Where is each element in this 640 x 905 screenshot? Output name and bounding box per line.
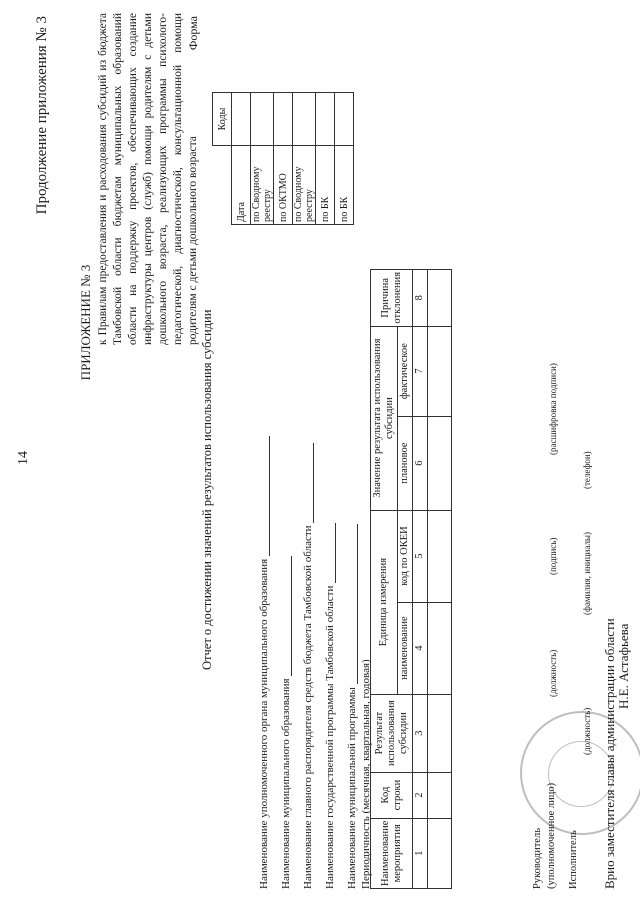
signature-sign: (подпись) xyxy=(548,537,558,575)
column-number: 1 xyxy=(413,818,428,888)
field-label: Наименование уполномоченного органа муниципального образования xyxy=(258,558,270,889)
header-unit-name: наименование xyxy=(398,602,413,694)
codes-header: Коды xyxy=(213,93,232,146)
field-label: Наименование государственной программы Тамбовской области xyxy=(324,585,336,889)
header-event: Наименование мероприятия xyxy=(371,818,413,888)
header-actual: фактическое xyxy=(398,326,413,416)
header-unit-okei: код по ОКЕИ xyxy=(398,510,413,602)
field-municipal-program xyxy=(346,524,358,889)
codes-value-cell xyxy=(274,93,293,146)
column-number: 7 xyxy=(413,326,428,416)
field-label: Наименование муниципальной программы xyxy=(346,687,358,889)
report-title: Отчет о достижении значений результатов использования субсидии xyxy=(200,309,214,670)
column-number: 4 xyxy=(413,602,428,694)
table-cell xyxy=(428,416,452,510)
appendix-title: ПРИЛОЖЕНИЕ № 3 xyxy=(78,264,93,381)
codes-value-cell xyxy=(316,93,335,146)
field-municipality xyxy=(280,556,292,889)
header-unit: Единица измерения xyxy=(371,510,398,694)
signature-head-2: (уполномоченное лицо) xyxy=(546,782,557,889)
field-underline xyxy=(357,524,358,684)
codes-value-cell xyxy=(232,93,251,146)
executor-fio: (фамилия, инициалы) xyxy=(582,532,592,615)
signature-executor: Исполнитель xyxy=(568,830,579,889)
footer-signatory-title: Врио заместителя главы администрации области xyxy=(602,618,617,889)
codes-row-label: по БК xyxy=(335,146,354,225)
table-cell xyxy=(428,694,452,772)
form-label: Форма xyxy=(186,16,200,51)
codes-row-label: по ОКТМО xyxy=(274,146,293,225)
codes-row-label: по БК xyxy=(316,146,335,225)
field-periodicity: Периодичность (месячная, квартальная, годовая) xyxy=(360,659,372,889)
field-label: Наименование муниципального образования xyxy=(280,678,292,889)
table-cell xyxy=(428,772,452,818)
header-reason: Причина отклонения xyxy=(371,269,413,326)
table-cell xyxy=(428,326,452,416)
table-cell xyxy=(428,510,452,602)
executor-position: (должность) xyxy=(582,707,592,755)
appendix-intro: к Правилам предоставления и расходования субсидий из бюджета Тамбовской области бюджетам муниципальных образований области на поддержку проектов, обеспечивающих создание инфраструктуры центров (служб) помощи родителям с детьми дошкольного возраста, реализующих программы психолого-педагогической, диагностической, консультационной помощи родителям с детьми дошкольного возраста xyxy=(97,13,199,345)
codes-row-label: по Сводному реестру xyxy=(251,146,274,225)
results-table xyxy=(370,269,452,889)
field-label: Наименование главного распорядителя средств бюджета Тамбовской области xyxy=(302,525,314,889)
continuation-header: Продолжение приложения № 3 xyxy=(34,16,50,215)
field-underline xyxy=(335,523,336,583)
column-number: 6 xyxy=(413,416,428,510)
codes-table xyxy=(212,92,354,225)
executor-phone: (телефон) xyxy=(582,451,592,489)
field-authorized-body xyxy=(258,436,270,889)
column-number: 3 xyxy=(413,694,428,772)
codes-value-cell xyxy=(293,93,316,146)
header-row-code: Код строки xyxy=(371,772,413,818)
field-state-program xyxy=(324,523,336,889)
header-planned: плановое xyxy=(398,416,413,510)
field-underline xyxy=(269,436,270,556)
signature-decoding: (расшифровка подписи) xyxy=(548,363,558,455)
field-underline xyxy=(291,556,292,676)
field-chief-administrator xyxy=(302,443,314,889)
official-seal xyxy=(520,711,640,835)
codes-row-label: по Сводному реестру xyxy=(293,146,316,225)
page-number: 14 xyxy=(16,451,31,465)
column-number: 8 xyxy=(413,269,428,326)
codes-row-label: Дата xyxy=(232,146,251,225)
column-number: 2 xyxy=(413,772,428,818)
footer-signatory-name: Н.Е. Астафьева xyxy=(616,623,631,709)
codes-value-cell xyxy=(335,93,354,146)
field-underline xyxy=(313,443,314,523)
column-number: 5 xyxy=(413,510,428,602)
header-value: Значение результата использования субсидии xyxy=(371,326,398,510)
signature-position: (должность) xyxy=(548,649,558,697)
table-cell xyxy=(428,269,452,326)
table-cell xyxy=(428,818,452,888)
signature-head: Руководитель xyxy=(532,828,543,889)
header-result: Результат использования субсидии xyxy=(371,694,413,772)
table-cell xyxy=(428,602,452,694)
codes-value-cell xyxy=(251,93,274,146)
